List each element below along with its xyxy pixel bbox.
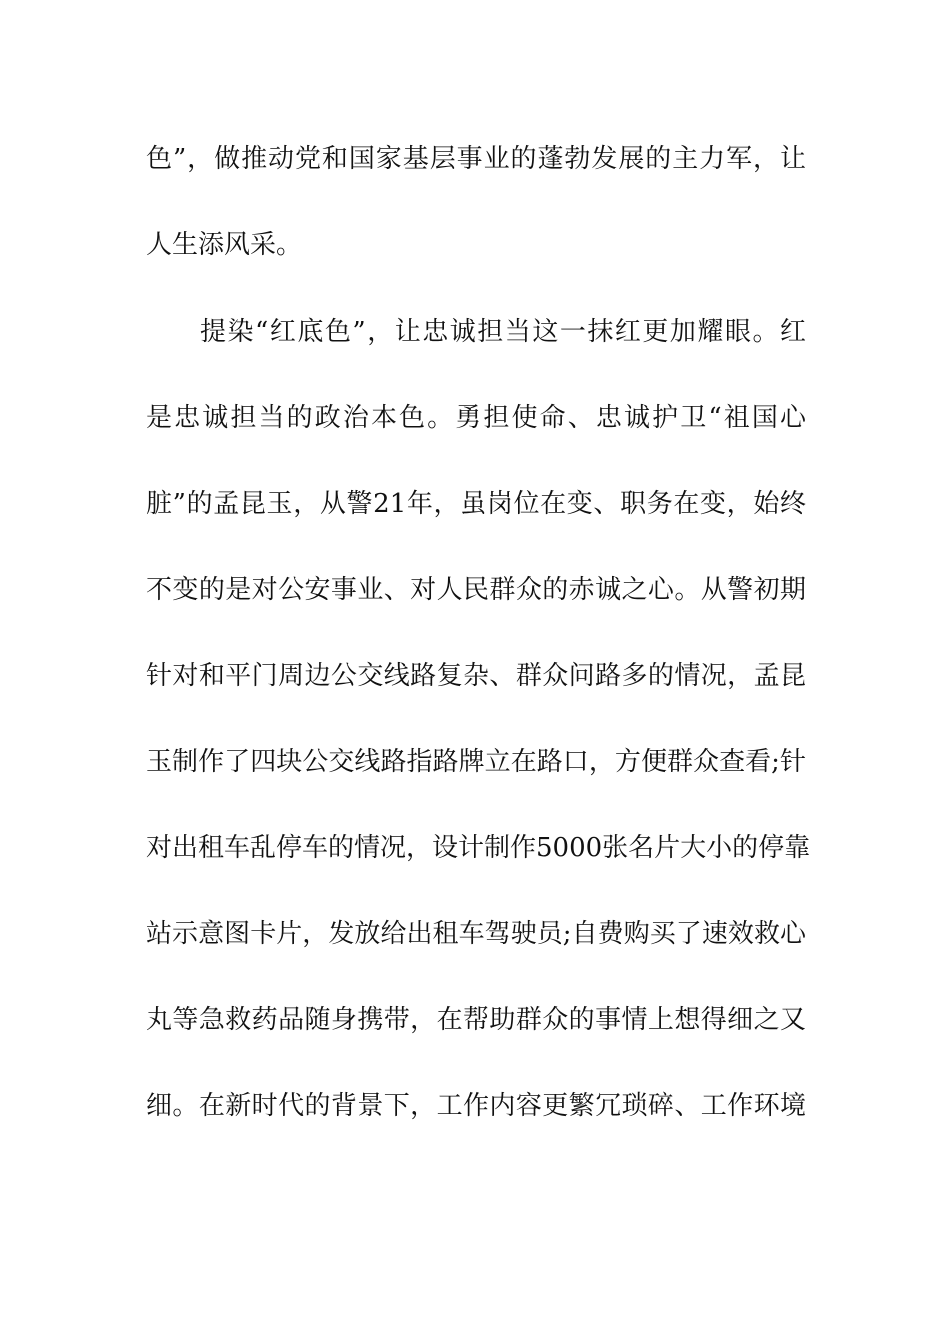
paragraph-line: 脏”的孟昆玉，从警21年，虽岗位在变、职务在变，始终 bbox=[146, 489, 806, 519]
paragraph-first-line: 提染“红底色”，让忠诚担当这一抹红更加耀眼。红 bbox=[200, 317, 806, 347]
paragraph-line: 细。在新时代的背景下，工作内容更繁冗琐碎、工作环境 bbox=[146, 1091, 806, 1121]
paragraph-line: 针对和平门周边公交线路复杂、群众问路多的情况，孟昆 bbox=[146, 661, 806, 691]
paragraph-line: 人生添风采。 bbox=[146, 230, 303, 260]
paragraph-line: 是忠诚担当的政治本色。勇担使命、忠诚护卫“祖国心 bbox=[146, 403, 806, 433]
paragraph-line: 站示意图卡片，发放给出租车驾驶员;自费购买了速效救心 bbox=[146, 919, 806, 949]
paragraph-line: 玉制作了四块公交线路指路牌立在路口，方便群众查看;针 bbox=[146, 747, 806, 777]
paragraph-line: 不变的是对公安事业、对人民群众的赤诚之心。从警初期 bbox=[146, 575, 806, 605]
paragraph-line: 色”，做推动党和国家基层事业的蓬勃发展的主力军，让 bbox=[146, 144, 806, 174]
paragraph-line: 对出租车乱停车的情况，设计制作5000张名片大小的停靠 bbox=[146, 833, 811, 863]
paragraph-line: 丸等急救药品随身携带，在帮助群众的事情上想得细之又 bbox=[146, 1005, 806, 1035]
